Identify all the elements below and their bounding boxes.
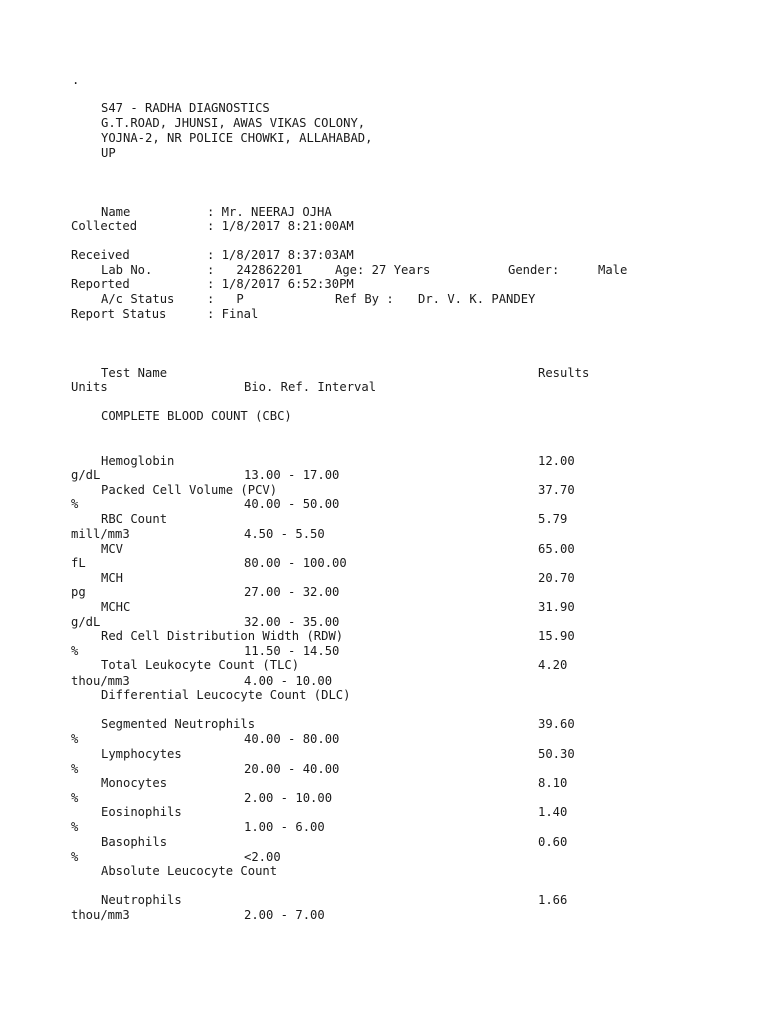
ref-by-label: Ref By :: [335, 292, 394, 306]
lab-name: S47 - RADHA DIAGNOSTICS: [101, 101, 270, 115]
test-range: 4.50 - 5.50: [244, 527, 325, 541]
test-unit: %: [71, 732, 79, 746]
patient-age: Age: 27 Years: [335, 263, 431, 277]
received-value: : 1/8/2017 8:37:03AM: [207, 248, 354, 262]
patient-name-label: Name: [101, 205, 131, 219]
test-name: Neutrophils: [101, 893, 182, 907]
test-name: Red Cell Distribution Width (RDW): [101, 629, 344, 643]
test-unit: mill/mm3: [71, 527, 130, 541]
test-result: 39.60: [538, 717, 575, 731]
report-status-label: Report Status: [71, 307, 167, 321]
gender-value: Male: [598, 263, 628, 277]
test-name: Packed Cell Volume (PCV): [101, 483, 278, 497]
section-dlc-title: Differential Leucocyte Count (DLC): [101, 688, 351, 702]
test-range: 32.00 - 35.00: [244, 615, 340, 629]
test-result: 12.00: [538, 454, 575, 468]
gender-label: Gender:: [508, 263, 560, 277]
received-label: Received: [71, 248, 130, 262]
lab-no-value: : 242862201: [207, 263, 303, 277]
test-result: 1.40: [538, 805, 568, 819]
reported-value: : 1/8/2017 6:52:30PM: [207, 277, 354, 291]
test-name: Eosinophils: [101, 805, 182, 819]
patient-name-value: : Mr. NEERAJ OJHA: [207, 205, 332, 219]
test-result: 50.30: [538, 747, 575, 761]
test-result: 15.90: [538, 629, 575, 643]
leading-dot: .: [72, 73, 80, 87]
test-range: 40.00 - 50.00: [244, 497, 340, 511]
test-unit: g/dL: [71, 468, 101, 482]
test-result: 8.10: [538, 776, 568, 790]
test-range: 13.00 - 17.00: [244, 468, 340, 482]
test-result: 1.66: [538, 893, 568, 907]
test-result: 20.70: [538, 571, 575, 585]
test-range: 27.00 - 32.00: [244, 585, 340, 599]
test-name: Monocytes: [101, 776, 168, 790]
test-name: MCV: [101, 542, 124, 556]
ac-status-label: A/c Status: [101, 292, 175, 306]
collected-label: Collected: [71, 219, 138, 233]
ref-by-value: Dr. V. K. PANDEY: [418, 292, 536, 306]
reported-label: Reported: [71, 277, 130, 291]
test-name: RBC Count: [101, 512, 168, 526]
test-unit: %: [71, 820, 79, 834]
test-unit: %: [71, 850, 79, 864]
test-name: MCH: [101, 571, 124, 585]
lab-address-line-2: YOJNA-2, NR POLICE CHOWKI, ALLAHABAD,: [101, 131, 373, 145]
section-cbc-title: COMPLETE BLOOD COUNT (CBC): [101, 409, 292, 423]
test-unit: thou/mm3: [71, 674, 130, 688]
test-range: 80.00 - 100.00: [244, 556, 347, 570]
test-result: 5.79: [538, 512, 568, 526]
test-unit: fL: [71, 556, 86, 570]
test-range: <2.00: [244, 850, 281, 864]
ac-status-value: : P: [207, 292, 244, 306]
test-unit: pg: [71, 585, 86, 599]
test-name: Segmented Neutrophils: [101, 717, 256, 731]
test-name: Basophils: [101, 835, 168, 849]
test-result: 4.20: [538, 658, 568, 672]
section-alc-title: Absolute Leucocyte Count: [101, 864, 278, 878]
header-units: Units: [71, 380, 108, 394]
test-unit: %: [71, 762, 79, 776]
test-unit: thou/mm3: [71, 908, 130, 922]
lab-no-label: Lab No.: [101, 263, 153, 277]
test-range: 2.00 - 7.00: [244, 908, 325, 922]
test-range: 1.00 - 6.00: [244, 820, 325, 834]
test-name: Hemoglobin: [101, 454, 175, 468]
header-interval: Bio. Ref. Interval: [244, 380, 377, 394]
test-name: Lymphocytes: [101, 747, 182, 761]
test-result: 37.70: [538, 483, 575, 497]
test-range: 20.00 - 40.00: [244, 762, 340, 776]
lab-address-line-1: G.T.ROAD, JHUNSI, AWAS VIKAS COLONY,: [101, 116, 366, 130]
test-result: 65.00: [538, 542, 575, 556]
test-result: 31.90: [538, 600, 575, 614]
test-range: 2.00 - 10.00: [244, 791, 333, 805]
header-results: Results: [538, 366, 590, 380]
test-unit: %: [71, 644, 79, 658]
test-result: 0.60: [538, 835, 568, 849]
test-unit: %: [71, 791, 79, 805]
test-unit: g/dL: [71, 615, 101, 629]
test-unit: %: [71, 497, 79, 511]
test-range: 4.00 - 10.00: [244, 674, 333, 688]
report-status-value: : Final: [207, 307, 259, 321]
test-range: 40.00 - 80.00: [244, 732, 340, 746]
collected-value: : 1/8/2017 8:21:00AM: [207, 219, 354, 233]
test-name: MCHC: [101, 600, 131, 614]
lab-address-line-3: UP: [101, 146, 116, 160]
test-name: Total Leukocyte Count (TLC): [101, 658, 300, 672]
test-range: 11.50 - 14.50: [244, 644, 340, 658]
header-test-name: Test Name: [101, 366, 168, 380]
